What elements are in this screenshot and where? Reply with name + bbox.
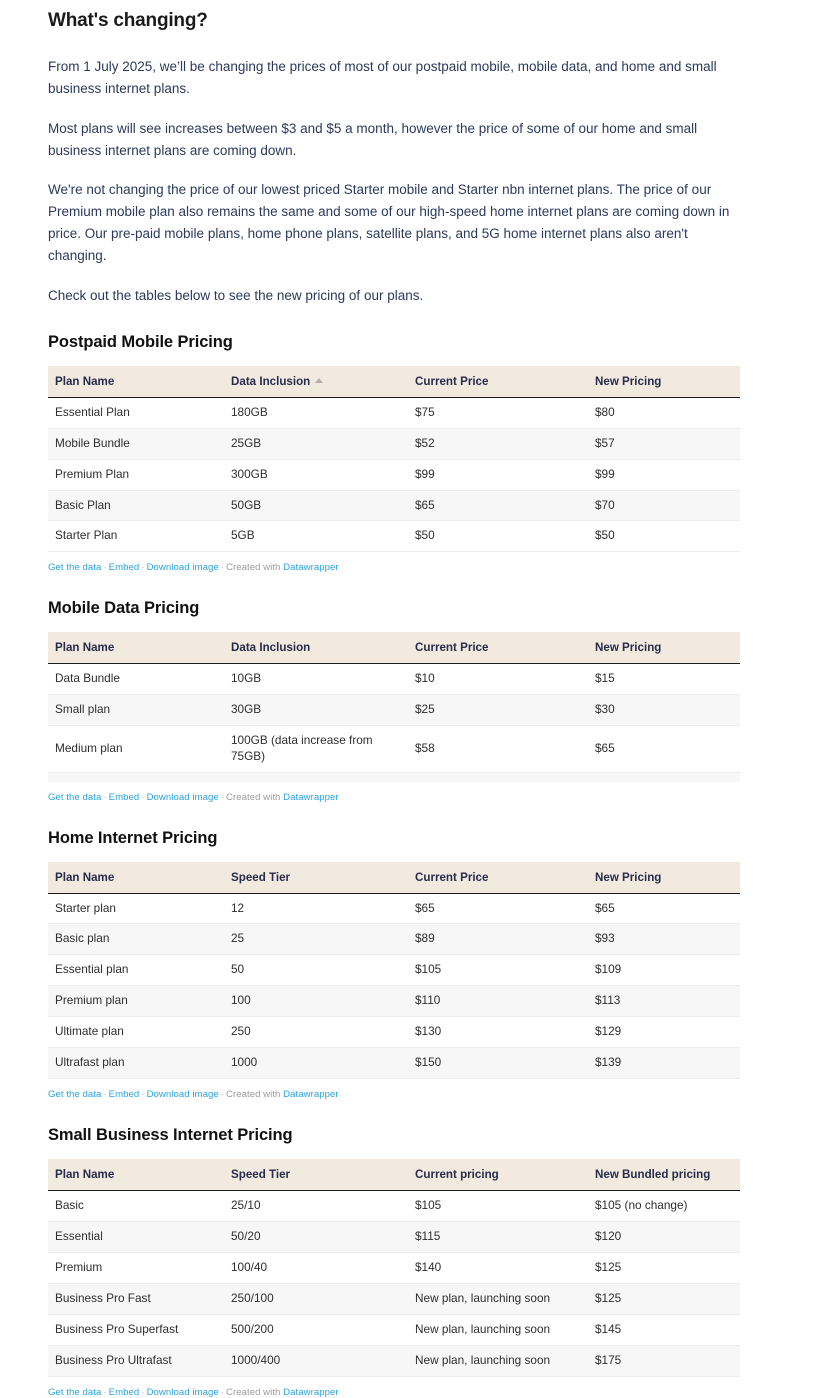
- download-image-link[interactable]: Download image: [146, 791, 219, 803]
- table-cell: 5GB: [224, 521, 408, 552]
- table-cell: $145: [588, 1314, 740, 1345]
- datawrapper-footer: [48, 792, 788, 803]
- table-cell: 500/200: [224, 1314, 408, 1345]
- table-cell: Essential: [48, 1221, 224, 1252]
- table-cell: $25: [408, 695, 588, 726]
- table-cell: $110: [408, 986, 588, 1017]
- section-title: Postpaid Mobile Pricing: [48, 332, 233, 351]
- table-cell: $109: [588, 955, 740, 986]
- table-cell: [588, 773, 740, 782]
- table-cell: $105: [408, 955, 588, 986]
- table-row: [48, 986, 740, 1017]
- table-header-row: [48, 862, 740, 894]
- table-cell: 250: [224, 1017, 408, 1048]
- table-cell: $105 (no change): [588, 1191, 740, 1222]
- column-header[interactable]: [48, 632, 224, 664]
- footer-separator: ·: [220, 562, 224, 574]
- column-header-label: Plan Name: [55, 374, 115, 388]
- table-row: [48, 893, 740, 924]
- created-with-label: Created with: [225, 1386, 281, 1398]
- table-cell: 1000: [224, 1048, 408, 1079]
- table-cell: $15: [588, 664, 740, 695]
- paragraph: We're not changing the price of our lowest priced Starter mobile and Starter nbn internet plans. The price of our Premium mobile plan also remains the same and some of our high-speed home internet plans are coming down in price. Our pre-paid mobile plans, home phone plans, satellite plans, and 5G home internet plans also aren't changing.: [48, 182, 730, 264]
- column-header-label: Current pricing: [415, 1168, 499, 1182]
- footer-separator: ·: [141, 562, 145, 574]
- table-cell: $80: [588, 397, 740, 428]
- table-cell: Basic plan: [48, 924, 224, 955]
- column-header-label: Data Inclusion: [231, 641, 311, 655]
- section-title: Home Internet Pricing: [48, 828, 218, 847]
- column-header[interactable]: [588, 1159, 740, 1191]
- table-cell: Essential plan: [48, 955, 224, 986]
- column-header-label: Speed Tier: [231, 870, 291, 884]
- table-cell: $99: [588, 459, 740, 490]
- table-cell: Business Pro Fast: [48, 1283, 224, 1314]
- datawrapper-link[interactable]: Datawrapper: [283, 1386, 339, 1398]
- table-cell: $125: [588, 1252, 740, 1283]
- table-cell: Premium plan: [48, 986, 224, 1017]
- column-header[interactable]: [224, 1159, 408, 1191]
- footer-separator: ·: [141, 1089, 145, 1101]
- column-header-label: New Pricing: [595, 641, 662, 655]
- table-row: [48, 924, 740, 955]
- table-cell: Premium Plan: [48, 459, 224, 490]
- get-the-data-link[interactable]: Get the data: [48, 562, 102, 574]
- data-table: [48, 862, 740, 1080]
- column-header[interactable]: [408, 1159, 588, 1191]
- table-cell: $65: [408, 490, 588, 521]
- table-row: [48, 1283, 740, 1314]
- table-cell: $52: [408, 428, 588, 459]
- paragraph: Check out the tables below to see the new pricing of our plans.: [48, 287, 424, 303]
- table-cell: $89: [408, 924, 588, 955]
- table-row: [48, 726, 740, 773]
- datawrapper-footer: [48, 1387, 788, 1398]
- table-cell: 180GB: [224, 397, 408, 428]
- download-image-link[interactable]: Download image: [146, 562, 219, 574]
- table-row: [48, 1221, 740, 1252]
- column-header[interactable]: [408, 862, 588, 894]
- datawrapper-footer: [48, 1089, 788, 1100]
- embed-link[interactable]: Embed: [108, 562, 140, 574]
- table-cell: 100: [224, 986, 408, 1017]
- table-cell: $50: [408, 521, 588, 552]
- column-header-label: Data Inclusion: [231, 374, 311, 388]
- table-cell: 50/20: [224, 1221, 408, 1252]
- table-row: [48, 521, 740, 552]
- table-cell: [224, 773, 408, 782]
- pricing-section: [48, 1126, 788, 1398]
- table-cell: $65: [408, 893, 588, 924]
- table-cell: $57: [588, 428, 740, 459]
- table-cell: 100GB (data increase from 75GB): [224, 726, 408, 773]
- table-cell: $115: [408, 1221, 588, 1252]
- table-cell: Mobile Bundle: [48, 428, 224, 459]
- download-image-link[interactable]: Download image: [146, 1089, 219, 1101]
- table-row: [48, 1048, 740, 1079]
- table-cell: $130: [408, 1017, 588, 1048]
- table-cell: $125: [588, 1283, 740, 1314]
- table-row: [48, 1314, 740, 1345]
- get-the-data-link[interactable]: Get the data: [48, 1386, 102, 1398]
- table-cell: $10: [408, 664, 588, 695]
- intro-paragraphs: [48, 56, 788, 307]
- table-cell: 12: [224, 893, 408, 924]
- table-cell: 50GB: [224, 490, 408, 521]
- embed-link[interactable]: Embed: [108, 791, 140, 803]
- column-header-label: Plan Name: [55, 641, 115, 655]
- table-cell: New plan, launching soon: [408, 1314, 588, 1345]
- article-page: [0, 10, 836, 1398]
- table-row: [48, 459, 740, 490]
- table-header-row: [48, 366, 740, 398]
- table-row: [48, 1252, 740, 1283]
- table-cell: 25/10: [224, 1191, 408, 1222]
- table-cell: [408, 773, 588, 782]
- table-cell: 25GB: [224, 428, 408, 459]
- table-cell: $65: [588, 726, 740, 773]
- column-header[interactable]: [48, 1159, 224, 1191]
- pricing-section: [48, 333, 788, 574]
- table-cell: Basic Plan: [48, 490, 224, 521]
- table-cell: Ultrafast plan: [48, 1048, 224, 1079]
- get-the-data-link[interactable]: Get the data: [48, 791, 102, 803]
- column-header-label: New Bundled pricing: [595, 1168, 711, 1182]
- table-cell: New plan, launching soon: [408, 1283, 588, 1314]
- column-header-label: Plan Name: [55, 1168, 115, 1182]
- column-header-label: Current Price: [415, 870, 489, 884]
- table-cell: Basic: [48, 1191, 224, 1222]
- table-cell: $150: [408, 1048, 588, 1079]
- table-cell: 100/40: [224, 1252, 408, 1283]
- table-row: [48, 1345, 740, 1376]
- table-cell: 25: [224, 924, 408, 955]
- footer-separator: ·: [141, 791, 145, 803]
- datawrapper-footer: [48, 562, 788, 573]
- column-header-label: New Pricing: [595, 870, 662, 884]
- table-cell: $99: [408, 459, 588, 490]
- section-title: Mobile Data Pricing: [48, 599, 200, 618]
- table-cell: Business Pro Ultrafast: [48, 1345, 224, 1376]
- column-header-label: Speed Tier: [231, 1168, 291, 1182]
- table-cell: $139: [588, 1048, 740, 1079]
- get-the-data-link[interactable]: Get the data: [48, 1089, 102, 1101]
- table-cell: $140: [408, 1252, 588, 1283]
- column-header-label: New Pricing: [595, 374, 662, 388]
- table-cell: Data Bundle: [48, 664, 224, 695]
- table-cell: Starter Plan: [48, 521, 224, 552]
- download-image-link[interactable]: Download image: [146, 1386, 219, 1398]
- table-cell: 30GB: [224, 695, 408, 726]
- data-table: [48, 1159, 740, 1377]
- table-cell: $50: [588, 521, 740, 552]
- embed-link[interactable]: Embed: [108, 1386, 140, 1398]
- column-header[interactable]: [408, 366, 588, 398]
- column-header[interactable]: [48, 862, 224, 894]
- data-table: [48, 632, 740, 781]
- embed-link[interactable]: Embed: [108, 1089, 140, 1101]
- table-header-row: [48, 1159, 740, 1191]
- table-cell: $120: [588, 1221, 740, 1252]
- table-row-empty: [48, 773, 740, 782]
- table-cell: Small plan: [48, 695, 224, 726]
- section-title: Small Business Internet Pricing: [48, 1126, 293, 1145]
- table-cell: 250/100: [224, 1283, 408, 1314]
- column-header-label: Current Price: [415, 641, 489, 655]
- sort-ascending-icon[interactable]: [315, 378, 323, 383]
- table-cell: $175: [588, 1345, 740, 1376]
- footer-separator: ·: [220, 1386, 224, 1398]
- data-table: [48, 366, 740, 553]
- created-with-label: Created with: [225, 791, 281, 803]
- table-row: [48, 955, 740, 986]
- table-cell: Premium: [48, 1252, 224, 1283]
- footer-separator: ·: [103, 791, 107, 803]
- table-cell: $113: [588, 986, 740, 1017]
- table-cell: $30: [588, 695, 740, 726]
- column-header[interactable]: [48, 366, 224, 398]
- table-row: [48, 695, 740, 726]
- page-title: What's changing?: [48, 10, 208, 31]
- paragraph: Most plans will see increases between $3 and $5 a month, however the price of some of our home and small business internet plans are coming down.: [48, 120, 698, 158]
- table-cell: 10GB: [224, 664, 408, 695]
- datawrapper-link[interactable]: Datawrapper: [283, 791, 339, 803]
- created-with-label: Created with: [225, 1089, 281, 1101]
- pricing-tables: [48, 333, 788, 1398]
- table-row: [48, 428, 740, 459]
- table-cell: $75: [408, 397, 588, 428]
- table-cell: 300GB: [224, 459, 408, 490]
- table-cell: Starter plan: [48, 893, 224, 924]
- table-cell: $105: [408, 1191, 588, 1222]
- created-with-label: Created with: [225, 562, 281, 574]
- column-header[interactable]: [224, 632, 408, 664]
- table-cell: Business Pro Superfast: [48, 1314, 224, 1345]
- table-cell: 1000/400: [224, 1345, 408, 1376]
- table-cell: Ultimate plan: [48, 1017, 224, 1048]
- table-row: [48, 1017, 740, 1048]
- paragraph: From 1 July 2025, we’ll be changing the prices of most of our postpaid mobile, mobile data, and home and small business internet plans.: [48, 59, 717, 96]
- pricing-section: [48, 599, 788, 802]
- table-row: [48, 397, 740, 428]
- table-cell: Essential Plan: [48, 397, 224, 428]
- datawrapper-link[interactable]: Datawrapper: [283, 562, 339, 574]
- footer-separator: ·: [141, 1386, 145, 1398]
- table-cell: 50: [224, 955, 408, 986]
- footer-separator: ·: [103, 562, 107, 574]
- column-header[interactable]: [408, 632, 588, 664]
- column-header[interactable]: [224, 366, 408, 398]
- footer-separator: ·: [220, 791, 224, 803]
- table-cell: Medium plan: [48, 726, 224, 773]
- column-header[interactable]: [588, 632, 740, 664]
- table-header-row: [48, 632, 740, 664]
- column-header-label: Plan Name: [55, 870, 115, 884]
- footer-separator: ·: [103, 1386, 107, 1398]
- table-cell: New plan, launching soon: [408, 1345, 588, 1376]
- table-cell: $129: [588, 1017, 740, 1048]
- table-row: [48, 1191, 740, 1222]
- table-cell: $58: [408, 726, 588, 773]
- table-cell: $70: [588, 490, 740, 521]
- column-header[interactable]: [588, 366, 740, 398]
- table-row: [48, 490, 740, 521]
- footer-separator: ·: [103, 1089, 107, 1101]
- footer-separator: ·: [220, 1089, 224, 1101]
- table-row: [48, 664, 740, 695]
- column-header[interactable]: [588, 862, 740, 894]
- table-cell: $93: [588, 924, 740, 955]
- table-cell: $65: [588, 893, 740, 924]
- column-header-label: Current Price: [415, 374, 489, 388]
- table-cell: [48, 773, 224, 782]
- datawrapper-link[interactable]: Datawrapper: [283, 1089, 339, 1101]
- pricing-section: [48, 829, 788, 1101]
- column-header[interactable]: [224, 862, 408, 894]
